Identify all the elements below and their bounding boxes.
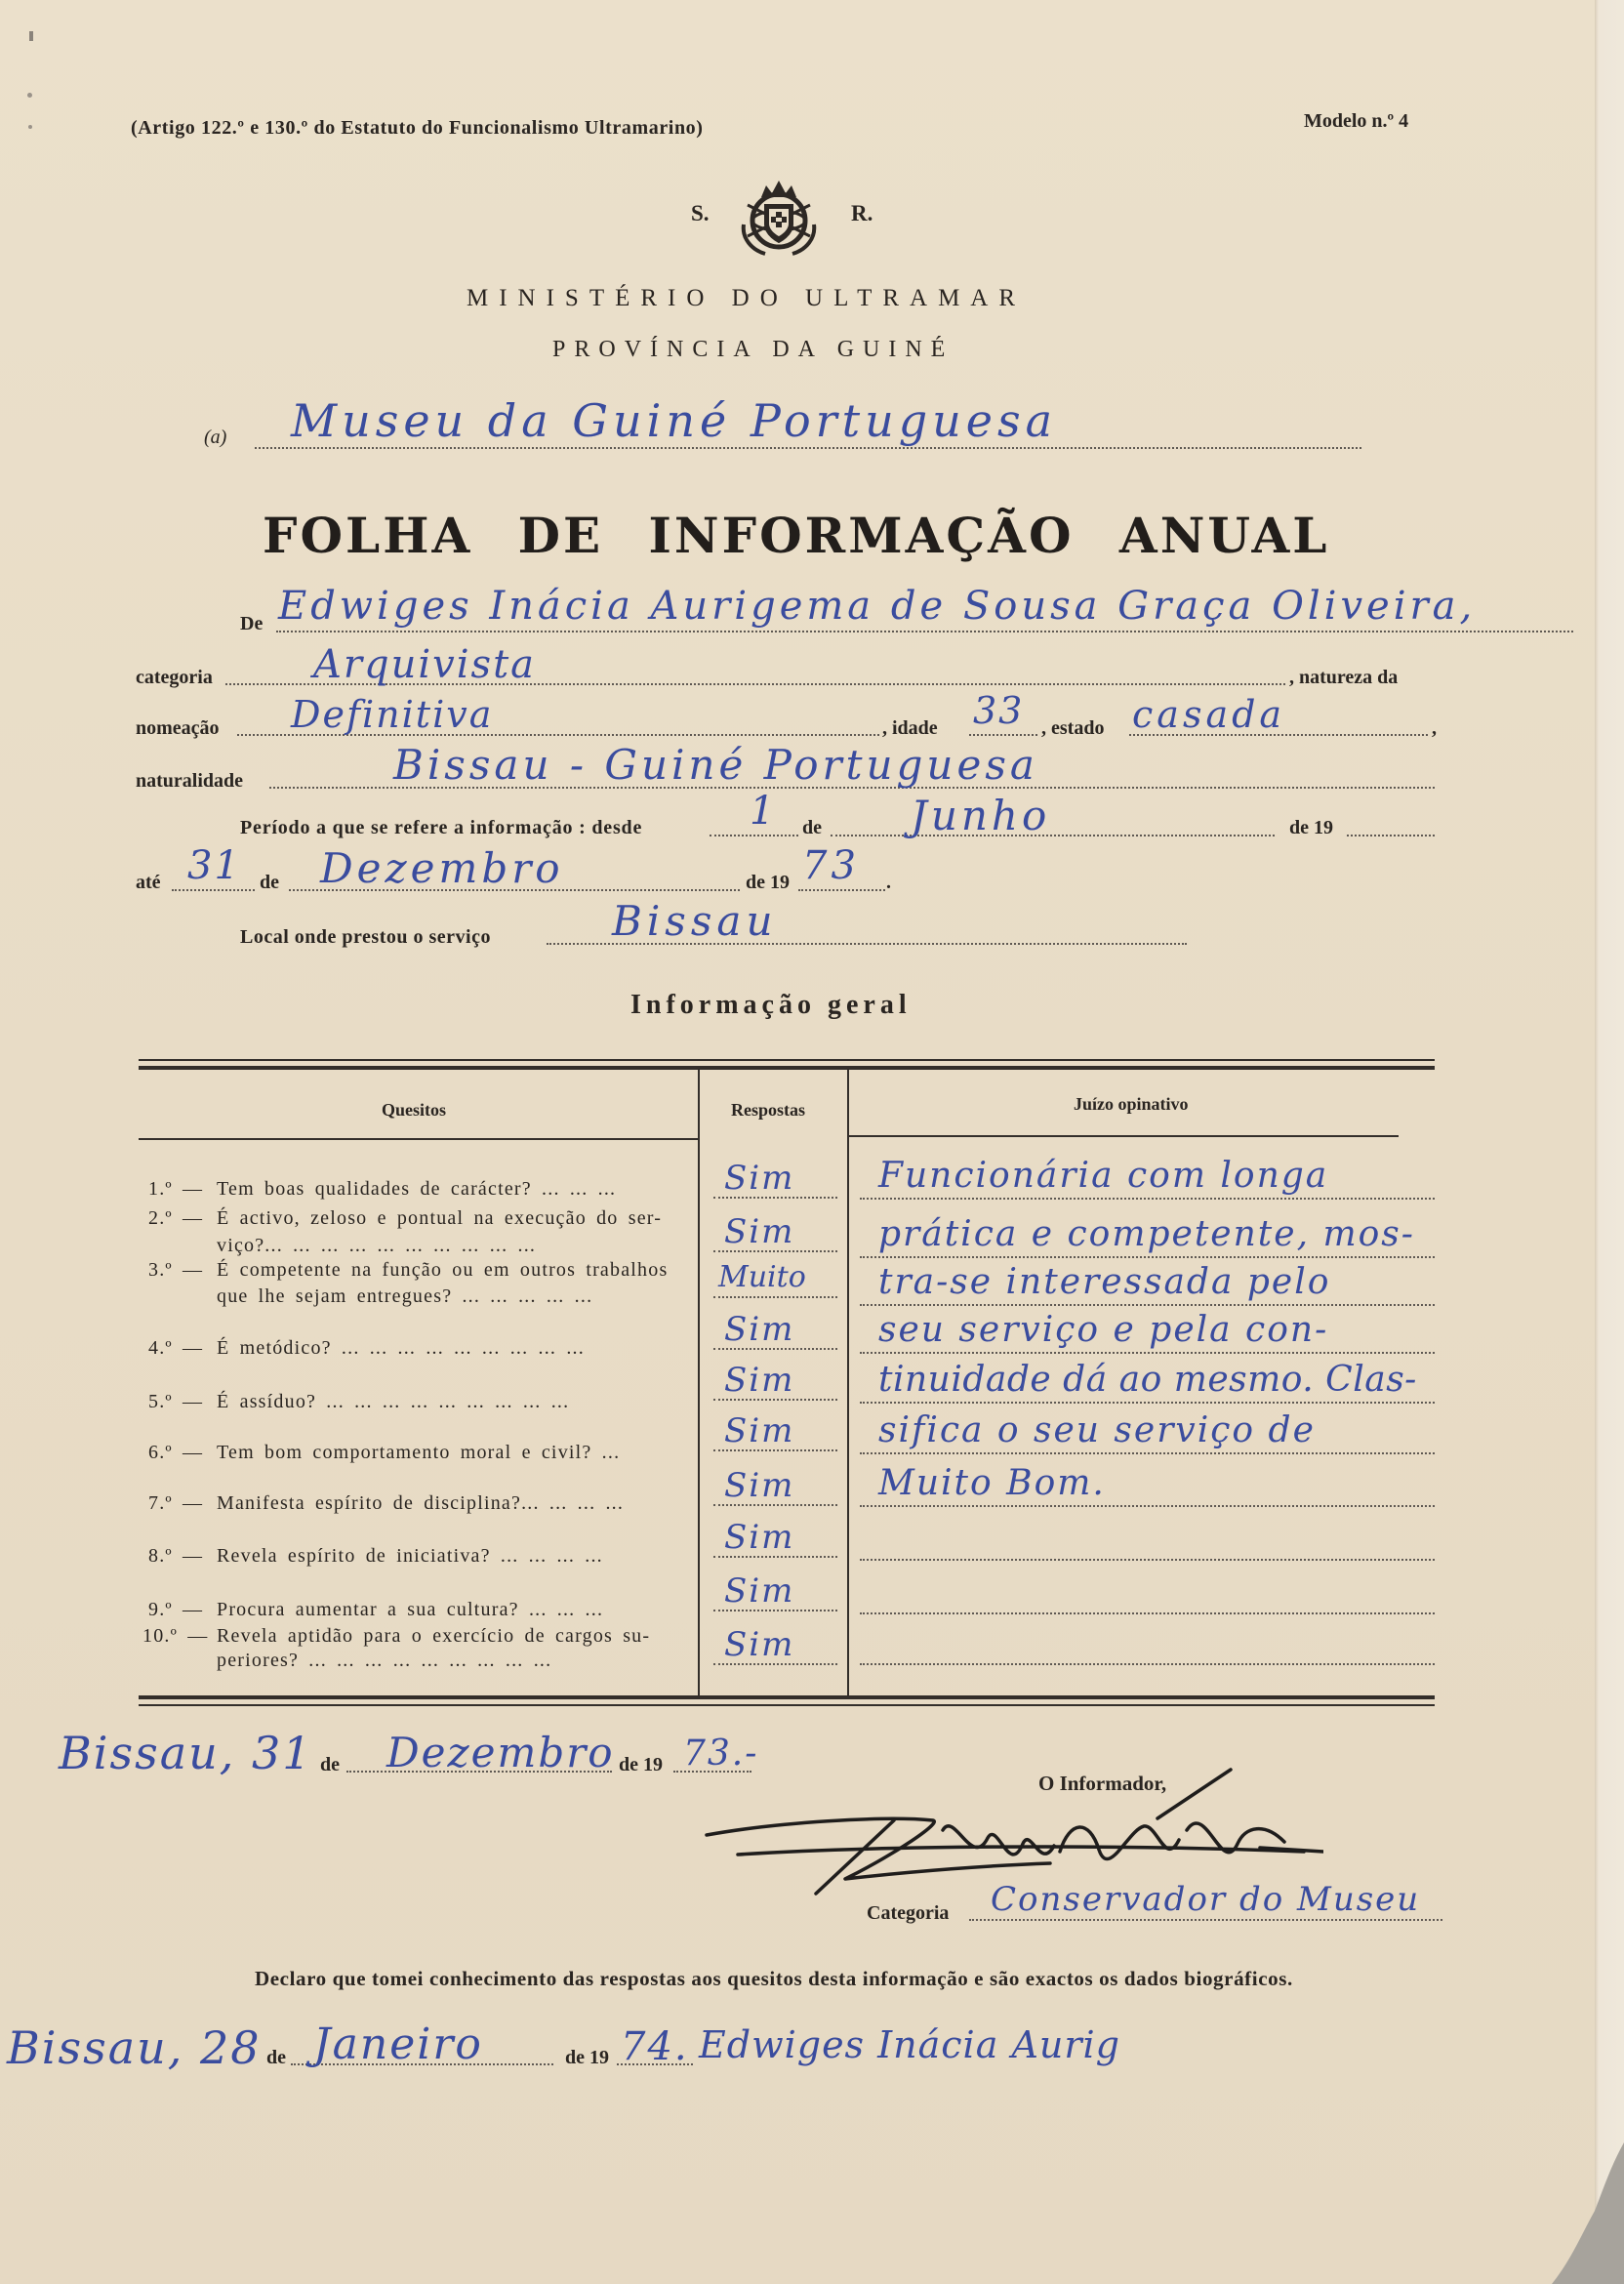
header-answers: Respostas xyxy=(731,1100,806,1120)
opinion-line: tra-se interessada pelo xyxy=(878,1262,1331,1302)
scan-mark xyxy=(28,125,32,129)
acknowledgement-place-day: Bissau, 28 xyxy=(7,2021,262,2074)
question-number: 7.º — xyxy=(148,1492,204,1514)
age-label: , idade xyxy=(882,717,938,739)
marital-status-value: casada xyxy=(1132,693,1286,736)
informer-label: O Informador, xyxy=(1038,1772,1167,1795)
period-from-year-prefix: de 19 xyxy=(1289,817,1333,838)
location-value: Bissau xyxy=(612,897,778,945)
category-signoff-label: Categoria xyxy=(867,1902,950,1924)
table-header-rule xyxy=(139,1138,699,1140)
model-number: Modelo n.º 4 xyxy=(1304,110,1409,132)
appointment-value: Definitiva xyxy=(291,693,494,736)
signoff-year-prefix: de 19 xyxy=(619,1754,663,1775)
service-label: (a) xyxy=(204,427,227,448)
scan-mark xyxy=(27,93,32,98)
birthplace-value: Bissau - Guiné Portuguesa xyxy=(393,741,1038,789)
acknowledgement-year: 74. xyxy=(621,2024,689,2069)
question-text: É competente na função ou em outros trabalhos xyxy=(217,1259,669,1281)
location-label: Local onde prestou o serviço xyxy=(240,926,491,948)
opinion-line: tinuidade dá ao mesmo. Clas- xyxy=(878,1360,1417,1400)
question-number: 8.º — xyxy=(148,1545,204,1567)
question-text: É activo, zeloso e pontual na execução do ser- xyxy=(217,1207,663,1229)
question-text: Procura aumentar a sua cultura? ... ... ... xyxy=(217,1599,604,1620)
answer-value: Sim xyxy=(724,1212,795,1251)
opinion-line: Funcionária com longa xyxy=(878,1156,1329,1196)
question-number: 1.º — xyxy=(148,1178,204,1200)
question-number: 3.º — xyxy=(148,1259,204,1281)
signoff-month: Dezembro xyxy=(386,1729,615,1776)
question-number: 6.º — xyxy=(148,1442,204,1463)
age-value: 33 xyxy=(973,689,1025,732)
paper-edge xyxy=(1595,0,1624,2284)
service-value: Museu da Guiné Portuguesa xyxy=(291,394,1058,447)
header-questions: Quesitos xyxy=(382,1100,447,1120)
period-from-de: de xyxy=(802,817,822,838)
dotted-line xyxy=(860,1559,1435,1561)
dotted-line xyxy=(1347,835,1435,836)
coat-of-arms-icon xyxy=(738,176,820,258)
table-header-rule xyxy=(848,1135,1399,1137)
category-label: categoria xyxy=(136,667,213,688)
answer-value: Sim xyxy=(724,1411,795,1450)
opinion-line: prática e competente, mos- xyxy=(878,1214,1415,1254)
marital-status-label: , estado xyxy=(1041,717,1105,739)
ministry-heading: MINISTÉRIO DO ULTRAMAR xyxy=(467,285,1027,311)
question-text: viço?... ... ... ... ... ... ... ... ... ... xyxy=(217,1235,537,1256)
acknowledgement-de: de xyxy=(266,2047,286,2068)
answer-value: Sim xyxy=(724,1159,795,1198)
answer-value: Sim xyxy=(724,1625,795,1664)
dotted-line xyxy=(969,734,1037,736)
question-text: É metódico? ... ... ... ... ... ... ... ... ... xyxy=(217,1337,585,1359)
question-text: Tem bom comportamento moral e civil? ... xyxy=(217,1442,621,1463)
answer-value: Sim xyxy=(724,1466,795,1505)
dotted-line xyxy=(255,447,1361,449)
section-title: Informação geral xyxy=(630,990,912,1020)
period-to-year-prefix: de 19 xyxy=(746,872,790,893)
birthplace-label: naturalidade xyxy=(136,770,244,792)
period-to-label: até xyxy=(136,872,161,893)
opinion-line: Muito Bom. xyxy=(878,1463,1106,1503)
question-text: É assíduo? ... ... ... ... ... ... ... ... ... xyxy=(217,1391,570,1412)
category-value: Arquivista xyxy=(313,642,537,687)
nature-label: , natureza da xyxy=(1289,667,1399,688)
question-text: Revela espírito de iniciativa? ... ... ... ... xyxy=(217,1545,603,1567)
period-from-day: 1 xyxy=(750,789,777,834)
category-signoff-value: Conservador do Museu xyxy=(991,1880,1421,1919)
dotted-line xyxy=(860,1663,1435,1665)
question-number: 10.º — xyxy=(142,1625,209,1647)
dotted-line xyxy=(860,1612,1435,1614)
form-title: FOLHA DE INFORMAÇÃO ANUAL xyxy=(263,507,1330,564)
torn-corner xyxy=(1552,2142,1624,2284)
period-label: Período a que se refere a informação : desde xyxy=(240,817,643,838)
period-from-month: Junho xyxy=(911,792,1051,839)
question-text: Manifesta espírito de disciplina?... ... ... ... xyxy=(217,1492,625,1514)
answer-value: Sim xyxy=(724,1361,795,1400)
marital-status-comma: , xyxy=(1432,717,1437,739)
question-number: 9.º — xyxy=(148,1599,204,1620)
province-heading: PROVÍNCIA DA GUINÉ xyxy=(552,337,954,362)
table-bottom-rule xyxy=(139,1695,1435,1699)
emblem-left-letter: S. xyxy=(691,201,710,225)
acknowledgement-month: Janeiro xyxy=(313,2019,483,2069)
signoff-place-day: Bissau, 31 xyxy=(59,1727,313,1779)
employee-signature: Edwiges Inácia Aurig xyxy=(699,2023,1121,2066)
answer-value: Muito xyxy=(718,1260,806,1294)
dotted-line xyxy=(831,835,1275,836)
name-label: De xyxy=(240,613,264,634)
question-text: Revela aptidão para o exercício de cargos su- xyxy=(217,1625,651,1647)
signoff-year: 73.- xyxy=(683,1733,759,1774)
table-top-rule xyxy=(139,1059,1435,1061)
article-reference: (Artigo 122.º e 130.º do Estatuto do Funcionalismo Ultramarino) xyxy=(131,117,704,139)
answer-value: Sim xyxy=(724,1518,795,1557)
table-top-rule xyxy=(139,1066,1435,1070)
period-to-month: Dezembro xyxy=(320,844,564,892)
period-to-period: . xyxy=(886,872,891,893)
table-bottom-rule xyxy=(139,1704,1435,1706)
question-number: 2.º — xyxy=(148,1207,204,1229)
period-to-year: 73 xyxy=(802,843,860,888)
question-number: 5.º — xyxy=(148,1391,204,1412)
answer-value: Sim xyxy=(724,1571,795,1611)
question-number: 4.º — xyxy=(148,1337,204,1359)
signoff-de: de xyxy=(320,1754,340,1775)
acknowledgement-year-prefix: de 19 xyxy=(565,2047,609,2068)
appointment-label: nomeação xyxy=(136,717,220,739)
emblem-right-letter: R. xyxy=(851,201,873,225)
column-divider xyxy=(847,1070,849,1699)
column-divider xyxy=(698,1070,700,1699)
scan-mark xyxy=(29,31,33,41)
opinion-line: seu serviço e pela con- xyxy=(878,1310,1329,1350)
declaration-text: Declaro que tomei conhecimento das respostas aos quesitos desta informação e são exactos os dados biográficos. xyxy=(255,1967,1293,1990)
period-to-day: 31 xyxy=(187,843,241,888)
answer-value: Sim xyxy=(724,1310,795,1349)
employee-name: Edwiges Inácia Aurigema de Sousa Graça Oliveira, xyxy=(278,584,1477,629)
question-text: Tem boas qualidades de carácter? ... ... ... xyxy=(217,1178,617,1200)
opinion-line: sifica o seu serviço de xyxy=(878,1410,1316,1450)
question-text: que lhe sejam entregues? ... ... ... ... ... xyxy=(217,1285,593,1307)
dotted-line xyxy=(276,631,1573,632)
question-text: periores? ... ... ... ... ... ... ... ... ... xyxy=(217,1650,552,1671)
period-to-de: de xyxy=(260,872,279,893)
header-opinion: Juízo opinativo xyxy=(1074,1094,1189,1114)
